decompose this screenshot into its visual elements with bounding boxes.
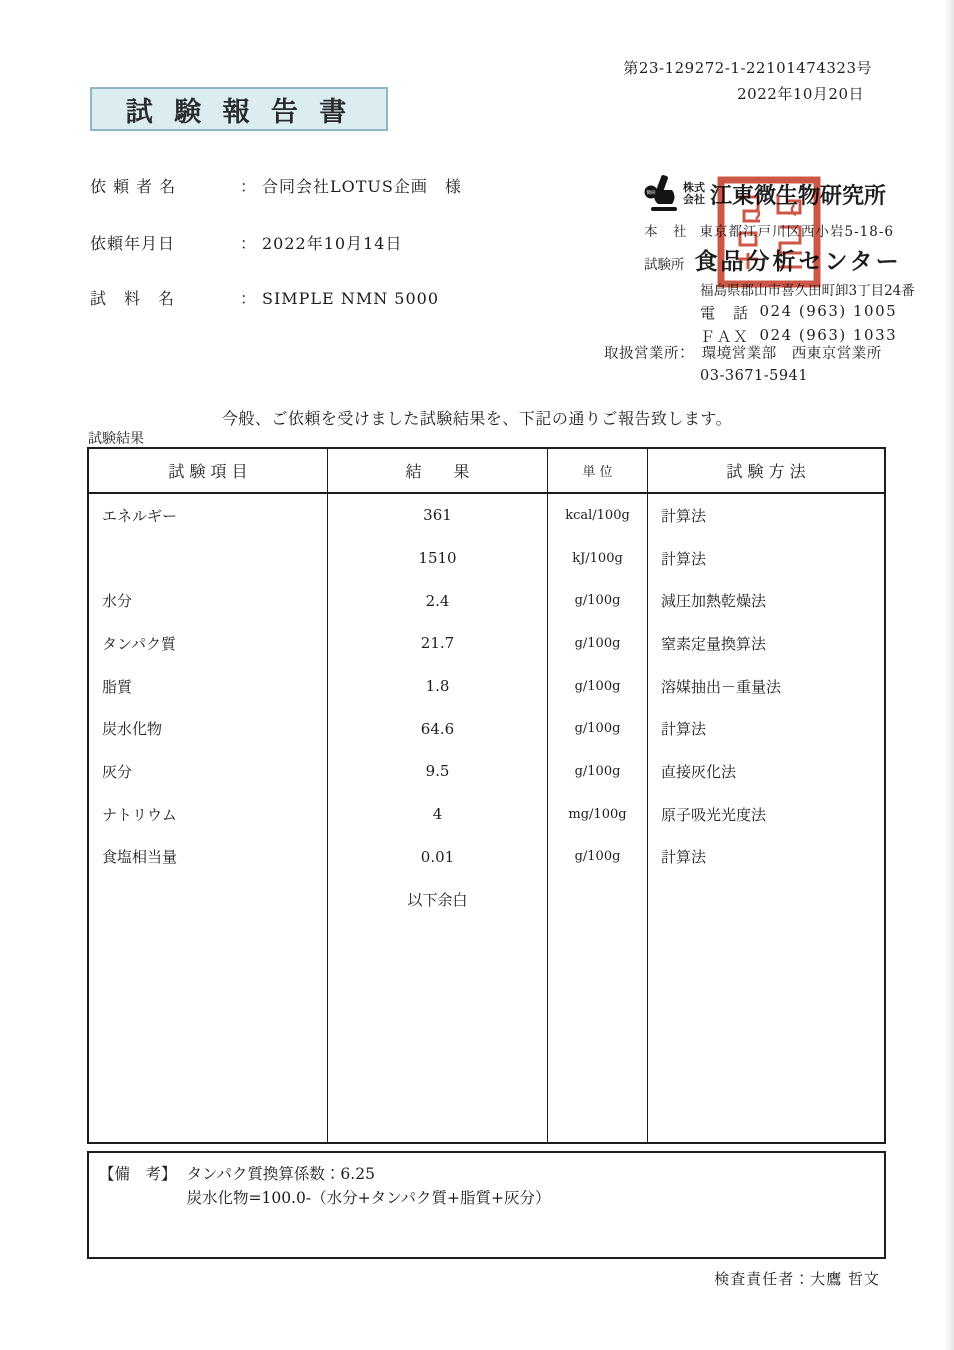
hq-address: 東京都江戸川区西小岩5-18-6 [699,224,894,240]
table-filler-row [89,921,884,1142]
table-row [89,878,884,921]
table-row [89,537,884,580]
sample-name-colon: ： [240,289,258,308]
cell-method: 直接灰化法 [661,762,737,781]
handling-office-tel: 03-3671-5941 [700,368,809,384]
doc-meta [623,55,872,107]
handling-office-block [604,343,882,387]
table-row [89,707,884,750]
hq-label: 本 社 [644,224,688,240]
tel-value: 024 (963) 1005 [759,302,898,320]
table-row [89,579,884,622]
cell-result: 64.6 [328,707,548,750]
cell-method: 計算法 [661,549,707,568]
cell-result: 以下余白 [328,878,548,921]
results-section-label: 試験結果 [88,431,144,447]
cell-result: 4 [328,793,548,836]
cell-unit: g/100g [548,622,648,665]
cell-test-item: 水分 [89,579,328,622]
cell-unit: g/100g [548,707,648,750]
inspector-line: 検査責任者：大鷹 哲文 [714,1270,880,1288]
handling-office-value: 環境営業部 西東京営業所 [701,346,882,362]
client-label: 依 頼 者 名 [90,177,177,196]
cell-test-item: ナトリウム [89,793,328,836]
header-unit: 単 位 [548,449,648,492]
table-header-row [89,449,884,494]
client-value: 合同会社LOTUS企画 様 [262,177,462,196]
request-date-colon: ： [240,234,258,253]
cell-unit: g/100g [548,836,648,879]
cell-result: 9.5 [328,750,548,793]
cell-test-item: 食塩相当量 [89,836,328,879]
table-row [89,793,884,836]
cell-method [648,878,884,921]
cell-unit [548,878,648,921]
cell-test-item: タンパク質 [89,622,328,665]
remarks-box [87,1151,886,1259]
cell-test-item: 炭水化物 [89,707,328,750]
corp-prefix: 株式会社 [683,180,705,206]
intro-sentence: 今般、ご依頼を受けました試験結果を、下記の通りご報告致します。 [221,409,733,428]
cell-method: 原子吸光光度法 [661,805,767,824]
fax-label: ＦＡＸ [700,328,750,346]
testsite-name: 食品分析センター [694,248,902,275]
cell-result: 21.7 [328,622,548,665]
header-method: 試 験 方 法 [726,462,806,481]
lab-name: 江東微生物研究所 [710,182,887,209]
cell-result: 1510 [328,537,548,580]
request-date-value: 2022年10月14日 [262,234,403,253]
sample-name-value: SIMPLE NMN 5000 [262,289,440,308]
cell-test-item: 脂質 [89,665,328,708]
cell-unit: g/100g [548,665,648,708]
cell-method: 減圧加熱乾燥法 [661,592,767,611]
tel-row [700,302,924,323]
request-date-field [90,231,402,254]
doc-number: 第23-129272-1-22101474323号 [623,59,872,77]
cell-method: 溶媒抽出－重量法 [661,677,782,696]
table-row [89,665,884,708]
report-title: 試 験 報 告 書 [90,87,388,131]
cell-test-item [89,537,328,580]
header-test-item: 試 験 項 目 [89,449,328,492]
cell-test-item [89,878,328,921]
microscope-logo-icon [644,174,680,214]
sample-name-field [90,286,439,309]
cell-method: 窒素定量換算法 [661,634,767,653]
results-table [87,447,886,1144]
cell-method: 計算法 [661,506,707,525]
remarks-line-2: 炭水化物=100.0-（水分+タンパク質+脂質+灰分） [186,1189,551,1207]
remarks-lines [187,1162,551,1248]
cell-unit: g/100g [548,579,648,622]
cell-unit: kJ/100g [548,537,648,580]
remarks-line-1: タンパク質換算係数：6.25 [186,1165,375,1183]
request-date-label: 依頼年月日 [90,234,176,253]
cell-method: 計算法 [661,720,707,739]
fax-value: 024 (963) 1033 [759,326,898,344]
tel-label: 電 話 [700,304,750,322]
handling-office-label: 取扱営業所： [604,346,687,362]
table-row [89,622,884,665]
testsite-address: 福島県郡山市喜久田町卸3丁目24番 [700,283,915,299]
cell-result: 361 [328,494,548,537]
table-row [89,494,884,537]
cell-test-item: 灰分 [89,750,328,793]
cell-method: 計算法 [661,848,707,867]
remarks-label: 【備 考】 [99,1165,177,1183]
logo-badge-text: 微研 [646,191,656,196]
issue-date: 2022年10月20日 [737,85,864,103]
company-seal [716,175,822,289]
sample-name-label: 試 料 名 [90,289,176,308]
handling-office-line [604,343,882,365]
header-result: 結 果 [328,449,548,492]
cell-result: 0.01 [328,836,548,879]
table-row [89,836,884,879]
cell-unit: kcal/100g [548,494,648,537]
cell-result: 1.8 [328,665,548,708]
cell-unit: g/100g [548,750,648,793]
client-colon: ： [240,177,258,196]
cell-unit: mg/100g [548,793,648,836]
client-field [90,174,462,197]
cell-result: 2.4 [328,579,548,622]
cell-test-item: エネルギー [89,494,328,537]
testsite-label: 試験所 [644,257,685,273]
table-row [89,750,884,793]
